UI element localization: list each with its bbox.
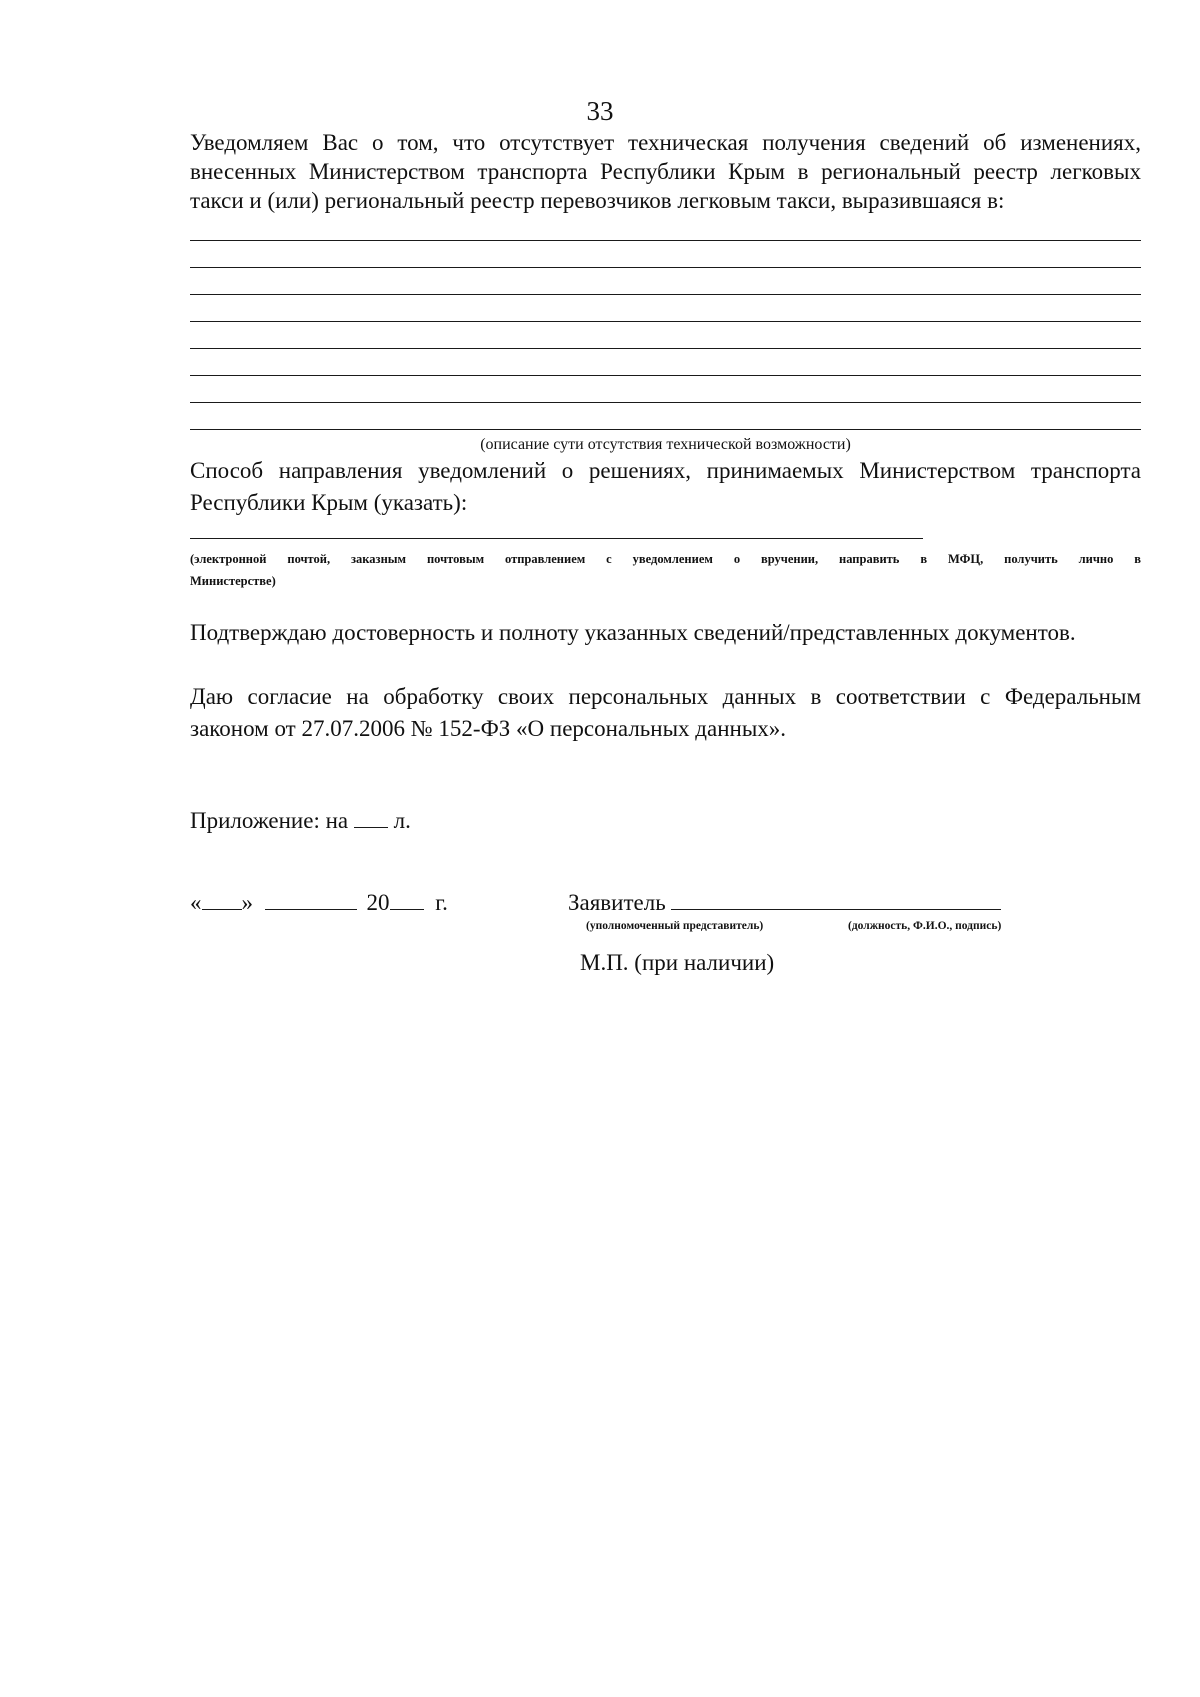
notice-line-3: такси и (или) региональный реестр перевозчиков легковым такси, выразившаяся в:	[190, 188, 1005, 213]
fill-line-3[interactable]	[190, 294, 1141, 295]
date-open-quote: «	[190, 890, 202, 915]
applicant-sub-right: (должность, Ф.И.О., подпись)	[848, 920, 1002, 932]
attachment-suffix: л.	[393, 808, 411, 833]
date-year-blank[interactable]	[390, 891, 424, 910]
method-hint-line-2: Министерстве)	[190, 574, 276, 588]
consent-line-2: законом от 27.07.2006 № 152-ФЗ «О персональных данных».	[190, 716, 787, 741]
date-close-quote: »	[241, 890, 253, 915]
attachment-line	[190, 808, 411, 834]
method-line-2: Республики Крым (указать):	[190, 490, 468, 515]
applicant-sub-left: (уполномоченный представитель)	[586, 920, 764, 932]
method-fill-line[interactable]	[190, 538, 923, 539]
date-year-prefix: 20	[366, 890, 390, 915]
attachment-prefix: Приложение: на	[190, 808, 349, 833]
page-number: 33	[586, 96, 614, 126]
attachment-pages-blank[interactable]	[354, 809, 388, 828]
notice-line-1: Уведомляем Вас о том, что отсутствует техническая получения сведений об изменениях,	[190, 130, 1141, 155]
fill-line-2[interactable]	[190, 267, 1141, 268]
date-day-blank[interactable]	[202, 891, 242, 910]
applicant-line	[568, 890, 1001, 916]
fill-line-5[interactable]	[190, 348, 1141, 349]
applicant-label: Заявитель	[568, 890, 666, 915]
method-line-1: Способ направления уведомлений о решениях, принимаемых Министерством транспорта	[190, 458, 1141, 483]
fill-line-4[interactable]	[190, 321, 1141, 322]
date-line	[190, 890, 448, 916]
applicant-signature-blank[interactable]	[671, 891, 1001, 910]
confirmation-text: Подтверждаю достоверность и полноту указанных сведений/представленных документов.	[190, 620, 1076, 645]
fill-line-6[interactable]	[190, 375, 1141, 376]
notice-line-2: внесенных Министерством транспорта Республики Крым в региональный реестр легковых	[190, 159, 1141, 184]
fill-line-7[interactable]	[190, 402, 1141, 403]
fill-line-1[interactable]	[190, 240, 1141, 241]
method-hint-line-1: (электронной почтой, заказным почтовым отправлением с уведомлением о вручении, направить в МФЦ, получить лично в	[190, 552, 1141, 566]
date-year-suffix: г.	[435, 890, 448, 915]
description-caption: (описание сути отсутствия технической возможности)	[480, 436, 851, 453]
consent-line-1: Даю согласие на обработку своих персональных данных в соответствии с Федеральным	[190, 684, 1141, 709]
date-month-blank[interactable]	[265, 891, 357, 910]
seal-text: М.П. (при наличии)	[580, 950, 775, 975]
fill-line-8[interactable]	[190, 429, 1141, 430]
